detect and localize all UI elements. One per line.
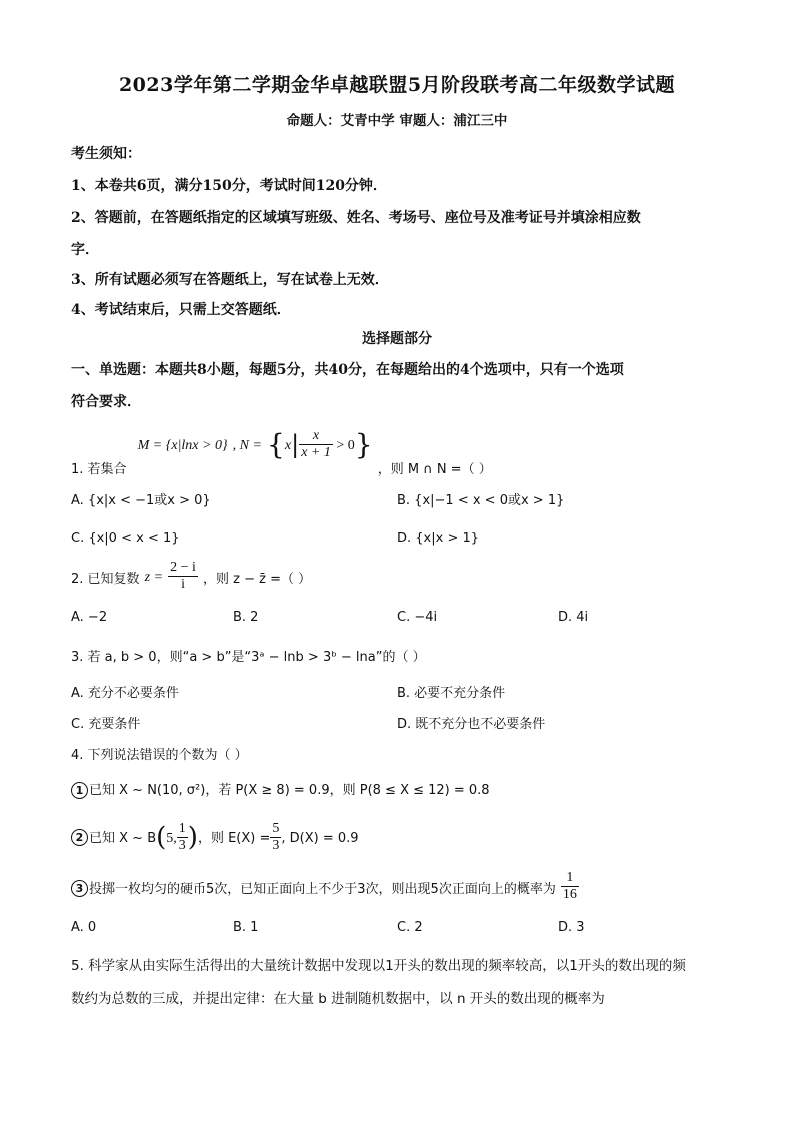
- q4-statement-1: 1 已知 X ~ N(10, σ²)，若 P(X ≥ 8) = 0.9，则 P(8 ≤ X ≤ 12) = 0.8: [71, 779, 490, 799]
- q2-option-d: D. 4i: [558, 610, 589, 625]
- q1-set-M: M = {x|lnx > 0}: [137, 438, 228, 453]
- q3-option-a: A. 充分不必要条件: [71, 686, 179, 701]
- q1-set-N: {x| $\frac{x}{x + 1}$ > 0}: [267, 428, 373, 461]
- q5-stem-line-1: 5. 科学家从由实际生活得出的大量统计数据中发现以1开头的数出现的频率较高，以1开头的数出现的频: [71, 958, 686, 974]
- notice-item-2-cont: 字．: [71, 242, 99, 258]
- q2-option-a: A. −2: [71, 610, 108, 625]
- q5-stem-line-2: 数约为总数的三成，并提出定律：在大量 b 进制随机数据中，以 n 开头的数出现的概率为: [71, 991, 605, 1007]
- q1-set-N-label: , N =: [232, 438, 262, 453]
- q3-stem: 3. 若 a, b > 0，则“a > b”是“3ᵃ − lnb > 3ᵇ − lna”的（ ）: [71, 650, 426, 665]
- q1-option-c: C. {x|0 < x < 1}: [71, 531, 180, 546]
- notice-item-4: 4、考试结束后，只需上交答题纸．: [71, 302, 291, 318]
- q2-z-eq: z =: [144, 570, 164, 585]
- circled-number: 2: [71, 829, 88, 846]
- circled-number: 1: [71, 782, 88, 799]
- q1-option-b: B. {x|−1 < x < 0或x > 1}: [397, 493, 565, 508]
- q4-option-c: C. 2: [397, 920, 423, 935]
- circled-number: 3: [71, 880, 88, 897]
- q4-option-b: B. 1: [233, 920, 259, 935]
- part1-heading-cont: 符合要求．: [71, 394, 141, 410]
- q3-option-b: B. 必要不充分条件: [397, 686, 506, 701]
- q3-option-d: D. 既不充分也不必要条件: [397, 717, 546, 732]
- notice-item-2: 2、答题前，在答题纸指定的区域填写班级、姓名、考场号、座位号及准考证号并填涂相应数: [71, 210, 641, 226]
- q4-stem: 4. 下列说法错误的个数为（ ）: [71, 748, 248, 763]
- q1-option-a: A. {x|x < −1或x > 0}: [71, 493, 211, 508]
- q1-stem-suffix: ，则 M ∩ N =（ ）: [377, 462, 492, 477]
- question-2: [71, 560, 311, 593]
- q3-option-c: C. 充要条件: [71, 717, 141, 732]
- part1-heading: 一、单选题：本题共8小题，每题5分，共40分，在每题给出的4个选项中，只有一个选项: [71, 362, 624, 378]
- notice-item-3: 3、所有试题必须写在答题纸上，写在试卷上无效．: [71, 272, 389, 288]
- q2-stem-prefix: 2. 已知复数: [71, 572, 140, 587]
- notice-heading: 考生须知：: [71, 146, 141, 162]
- q4-option-a: A. 0: [71, 920, 97, 935]
- q4-option-d: D. 3: [558, 920, 585, 935]
- q2-option-c: C. −4i: [397, 610, 438, 625]
- exam-authors: 命题人：艾青中学 审题人：浦江三中: [286, 113, 508, 129]
- q4-statement-2: 2 已知 X ~ B(5, $\frac{1}{3}$ )，则 E(X) = $\frac{5}{3}$ , D(X) = 0.9: [71, 821, 359, 854]
- q2-stem-suffix: ，则 z − z̄ =（ ）: [203, 572, 312, 587]
- q4-statement-3: 3 投掷一枚均匀的硬币5次，已知正面向上不少于3次，则出现5次正面向上的概率为 $\frac{1}{16}$: [71, 872, 579, 905]
- q1-option-d: D. {x|x > 1}: [397, 531, 480, 546]
- q1-stem-prefix: 1. 若集合: [71, 462, 127, 477]
- q2-fraction: $\frac{2 - i}{i}$: [170, 560, 196, 592]
- exam-title: 2023学年第二学期金华卓越联盟5月阶段联考高二年级数学试题: [118, 74, 676, 96]
- q2-option-b: B. 2: [233, 610, 259, 625]
- section-title: 选择题部分: [362, 331, 432, 347]
- notice-item-1: 1、本卷共6页，满分150分，考试时间120分钟．: [71, 178, 387, 194]
- q1-fraction: $\frac{x}{x + 1}$: [301, 428, 331, 460]
